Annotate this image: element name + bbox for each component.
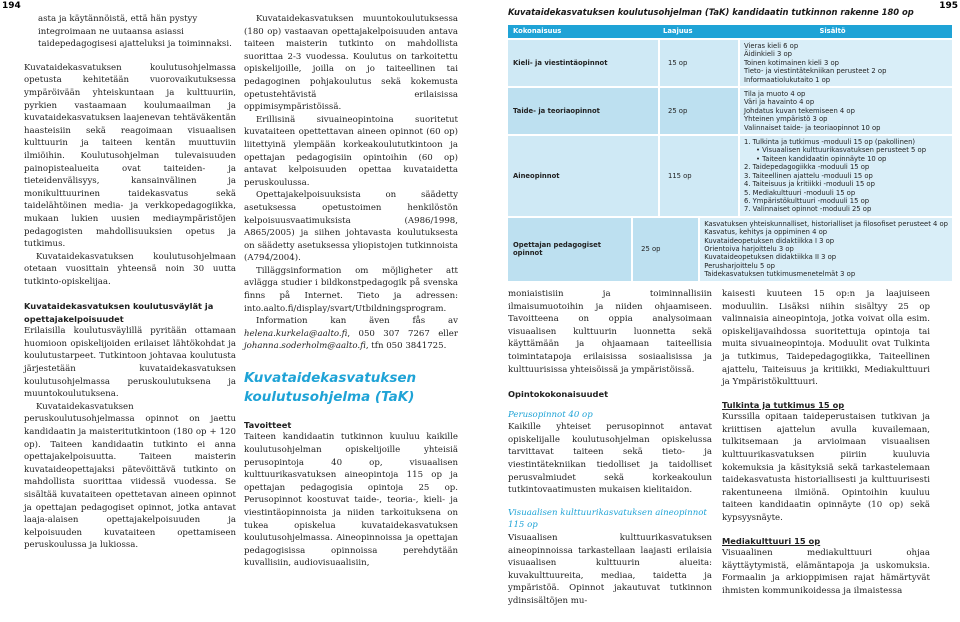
paragraph: Visuaalisen kulttuurikasvatuksen aineopinnoissa tarkastellaan laajasti erilaisia visuaalisen kulttuurin alueita: kuvakulttuureita, mediaa, taidetta ja ympäristöä. Opinnot jakautuvat tutkinnon ydinsisältöjen mu-: [508, 532, 712, 606]
subsection-heading: Visuaalisen kulttuurikasvatuksen aineopinnot 115 op: [508, 507, 707, 531]
table-cell-kokonaisuus: Aineopinnot: [508, 136, 658, 216]
section-heading: Tavoitteet: [244, 420, 292, 431]
paragraph: Kuvataidekasvatuksen muuntokoulutuksessa (180 op) vastaavan opettajakelpoisuuden antava taiteen maisterin tutkinto on mahdollista suorittaa 2-3 vuodessa. Koulutus on tarkoitettu opiskelijoille, joilla on jo taiteellinen tai pedagoginen pohjakoulutus sekä kokemusta opetustehtävistä erilaisissa oppimisympäristöissä.: [244, 14, 458, 113]
content-item: • Visuaalisen kulttuurikasvatuksen perusteet 5 op: [756, 146, 927, 155]
section-heading: Tulkinta ja tutkimus 15 op: [722, 399, 845, 410]
content-item: Orientoiva harjoittelu 3 op: [704, 244, 794, 253]
degree-structure-table: [508, 25, 952, 281]
content-item: Perusharjoittelu 5 op: [704, 261, 775, 270]
content-item: Informaatiolukutaito 1 op: [744, 75, 831, 84]
paragraph: Kurssilla opitaan taideperustaisen tutkivan ja kriittisen ajattelun avulla kuvailemaan, tulkitsemaan ja arvioimaan visuaalisen kulttuurikasvatuksen piiriin kuuluvia kokemuksia ja käsityksiä sekä tarkastelemaan taidekasvatusta historiallisesti ja kulttuurisesti rakentuneena ilmiönä. Opintoihin kuuluu taiteen kandidaatin opinnäyte (10 op) sekä kypsyysnäyte.: [722, 412, 930, 523]
table-title: Kuvataidekasvatuksen koulutusohjelman (TaK) kandidaatin tutkinnon rakenne 180 op: [508, 7, 914, 17]
content-item: Johdatus kuvan tekemiseen 4 op: [744, 106, 855, 115]
table-header: [508, 25, 952, 38]
paragraph: asta ja käytännöistä, että hän pystyy integroimaan ne uutaansa asiassi taidepedagogisesi ajatteluksi ja toiminnaksi.: [38, 14, 232, 50]
content-item: 6. Ympäristökulttuuri -moduuli 15 op: [744, 196, 870, 205]
table-row: [508, 86, 952, 134]
table-row: [508, 38, 952, 86]
paragraph: moniaistisiin ja toiminnallisiin ilmaisumuotoihin ja niiden ohjaamiseen. Tavoitteena on oppia analysoimaan visuaalisen kulttuurin luonnetta sekä käyttämään ja ohjaamaan taiteellisia toimintatapoja erilaisissa sosiaalisissa ja kulttuurisissa yhteisöissä ja ympäristöissä.: [508, 289, 712, 375]
table-cell-kokonaisuus: Opettajan pedagogiset opinnot: [508, 218, 631, 281]
contact-paragraph: [244, 315, 458, 353]
section-heading: Opintokokonaisuudet: [508, 389, 609, 400]
paragraph: Erilaisilla koulutusväylillä pyritään ottamaan huomioon opiskelijoiden erilaiset lähtökohdat ja koulutustarpeet. Tutkintoon johtavaa koulutusta järjestetään kuvataidekasvatuksen koulutusohjelmassa peruskoulutuksena ja muuntokoulutuksena.: [24, 326, 236, 400]
contact-text: , tfn 050 3841725.: [365, 341, 447, 352]
section-heading: Mediakulttuuri 15 op: [722, 535, 821, 546]
content-item: Tieto- ja viestintätekniikan perusteet 2 op: [744, 67, 887, 76]
content-item: 1. Tulkinta ja tutkimus -moduuli 15 op (pakollinen): [744, 138, 916, 147]
header-cell: Sisältö: [819, 27, 846, 36]
table-cell-sisalto: [698, 218, 952, 281]
table-cell-kokonaisuus: Kieli- ja viestintäopinnot: [508, 40, 658, 86]
contact-text: Information kan även fås av: [256, 316, 458, 327]
paragraph: Kuvataidekasvatuksen koulutusohjelmaan otetaan vuosittain yhteensä noin 30 uutta tutkinto-opiskelijaa.: [24, 251, 236, 287]
content-item: Vieras kieli 6 op: [744, 42, 799, 50]
content-item: Kuvataideopetuksen didaktiikka I 3 op: [704, 236, 835, 245]
table-cell-sisalto: [738, 40, 952, 86]
section-heading: Kuvataidekasvatuksen koulutusväylät ja opettajakelpoisuudet: [24, 301, 214, 324]
programme-title: Kuvataidekasvatuksen koulutusohjelma (TaK): [244, 370, 417, 406]
content-item: Kasvatuksen yhteiskunnalliset, historialliset ja filosofiset perusteet 4 op: [704, 219, 948, 228]
table-cell-laajuus: 25 op: [658, 88, 738, 134]
paragraph: Kaikille yhteiset perusopinnot antavat opiskelijalle koulutusohjelman opiskelussa tarvittavat taiteen sekä tieto- ja viestintätekniikan tiedolliset ja taidolliset perusvalmiudet sekä korkeakoulun tutkintovaatimusten mukaisen kielitaidon.: [508, 422, 712, 496]
content-item: Väri ja havainto 4 op: [744, 98, 815, 107]
table-body: [508, 38, 952, 281]
header-cell: Kokonaisuus: [513, 27, 562, 36]
content-item: 2. Taidepedagogiikka -moduuli 15 op: [744, 163, 870, 172]
text-column-1: [24, 13, 236, 552]
table-cell-laajuus: 15 op: [658, 40, 738, 86]
page-number-left: 194: [2, 1, 21, 11]
content-item: Tila ja muoto 4 op: [744, 90, 806, 99]
content-item: Kuvataideopetuksen didaktiikka II 3 op: [704, 253, 837, 262]
content-item: 3. Taiteellinen ajattelu -moduuli 15 op: [744, 171, 873, 180]
content-item: 7. Valinnaiset opinnot -moduuli 25 op: [744, 205, 872, 214]
content-item: 4. Taiteisuus ja kritiikki -moduuli 15 op: [744, 180, 875, 189]
paragraph: Visuaalinen mediakulttuuri ohjaa käyttäytymistä, elämäntapoja ja uskomuksia. Formaalin ja arkioppimisen rajat hämärtyvät ihmisten kommunikoidessa ja ilmaistessa: [722, 547, 930, 596]
text-column-4: [722, 288, 930, 597]
table-cell-sisalto: [738, 136, 952, 216]
table-cell-laajuus: 115 op: [658, 136, 738, 216]
table-cell-laajuus: 25 op: [631, 218, 698, 281]
table-cell-sisalto: [738, 88, 952, 134]
text-column-3: [508, 288, 712, 607]
content-item: Valinnaiset taide- ja teoriaopinnot 10 op: [744, 123, 881, 132]
table-row: [508, 216, 952, 281]
page-number-right: 195: [939, 1, 958, 11]
text-column-2: [244, 13, 458, 570]
content-item: Kasvatus, kehitys ja oppiminen 4 op: [704, 228, 828, 237]
paragraph: Erillisinä sivuaineopintoina suoritetut kuvataiteen opettettavan aineen opinnot (60 op) liitettyinä ylempään korkeakoulututkintoon ja opettajan pedagogisiin opintoihin (60 op) antavat kelpoisuuden opettaa kuvataidetta peruskoulussa.: [244, 114, 458, 188]
table-cell-kokonaisuus: Taide- ja teoriaopinnot: [508, 88, 658, 134]
content-item: Toinen kotimainen kieli 3 op: [744, 58, 839, 67]
paragraph: Kuvataidekasvatuksen koulutusohjelmassa opetusta kehitetään vuorovaikutuksessa ympäröivään yhteiskuntaan ja kulttuuriin, pyrkien vastaamaan koulumaailman ja kuvataidekasvatuksen laajenevan tehtäväkentän haasteisiin sekä reagoimaan visuaalisen kulttuurin ja taiteen kentän muuttuviin ilmiöihin. Koulutusohjelman tulevaisuuden painopistealueita ovat taiteiden- ja tieteidenvälisyys, kansainvälinen ja monikulttuurinen taidekasvatus sekä taidelähtöinen media- ja verkkopedagogiikka, mukaan lukien uusien mediaympäristöjen pedagogisten mahdollisuuksien opetus ja tutkimus.: [24, 62, 236, 250]
subsection-heading: Perusopinnot 40 op: [508, 409, 593, 420]
paragraph: Kuvataidekasvatuksen peruskoulutusohjelmassa opinnot on jaettu kandidaatin ja maisteritutkintoon (180 op + 120 op). Taiteen kandidaatin tutkinto ei anna opettajakelpoisuutta. Taiteen maisterin kuvataideopettajaksi pätevöittävä tutkinto on mahdollista suorittaa viidessä vuodessa. Se sisältää kuvataiteen opettetavan aineen opinnot ja opettajan pedagogiset opinnot, jotka antavat laaja-alaisen opettajakelpoisuuden ja kelpoisuuden kuvataiteen opettamiseen peruskoulussa ja lukiossa.: [24, 401, 236, 551]
table-row: [508, 134, 952, 216]
content-item: Yhteinen ympäristö 3 op: [744, 115, 828, 124]
paragraph: Taiteen kandidaatin tutkinnon kuuluu kaikille koulutusohjelman opiskelijoille yhteisiä perusopintoja 40 op, visuaalisen kulttuurikasvatuksen aineopintoja 115 op ja opettajan pedagogisia opintoja 25 op. Perusopinnot koostuvat taide-, teoria-, kieli- ja viestintäopinnoista ja niiden tarkoituksena on tukea opiskelua kuvataidekasvatuksen koulutusohjelmassa. Aineopinnoissa ja opettajan pedagogisissa opinnoissa perehdytään kuvallisiin, audiovisuaalisiin,: [244, 432, 458, 569]
paragraph: Opettajakelpoisuuksista on säädetty asetuksessa opetustoimen henkilöstön kelpoisuusvaatimuksista (A986/1998, A865/2005) ja siihen johtavasta koulutuksesta on säädetty asetuksessa yliopistojen tutkinnoista (A794/2004).: [244, 190, 458, 264]
contact-email-link[interactable]: helena.kurkela@aalto.fi: [244, 328, 348, 339]
content-item: Äidinkieli 3 op: [744, 50, 792, 59]
header-cell: Laajuus: [663, 27, 693, 36]
contact-email-link[interactable]: johanna.soderholm@aalto.fi: [244, 341, 366, 352]
content-item: 5. Mediakulttuuri -moduuli 15 op: [744, 188, 856, 197]
contact-text: , 050 307 7267 eller: [347, 328, 458, 339]
content-item: Taidekasvatuksen tutkimusmenetelmät 3 op: [704, 270, 856, 279]
paragraph: Tilläggsinformation om möjligheter att avlägga studier i bildkonstpedagogik på svenska finns på Internet. Tieto ja adressen: into.aalto.fi/display/svart/Utbildningsprogram.: [244, 265, 458, 314]
paragraph: kaisesti kuuteen 15 op:n ja laajuiseen moduuliin. Lisäksi niihin sisältyy 25 op valinnaisia aineopintoja, jotka voivat olla esim. opiskelijavaihdossa suoritettuja opintoja tai muita sivuaineopintoja. Moduulit ovat Tulkinta ja tutkimus, Taidepedagogiikka, Taiteellinen ajattelu, Taiteisuus ja kritiikki, Mediakulttuuri ja Ympäristökulttuuri.: [722, 289, 930, 388]
content-item: • Taiteen kandidaatin opinnäyte 10 op: [756, 154, 887, 163]
